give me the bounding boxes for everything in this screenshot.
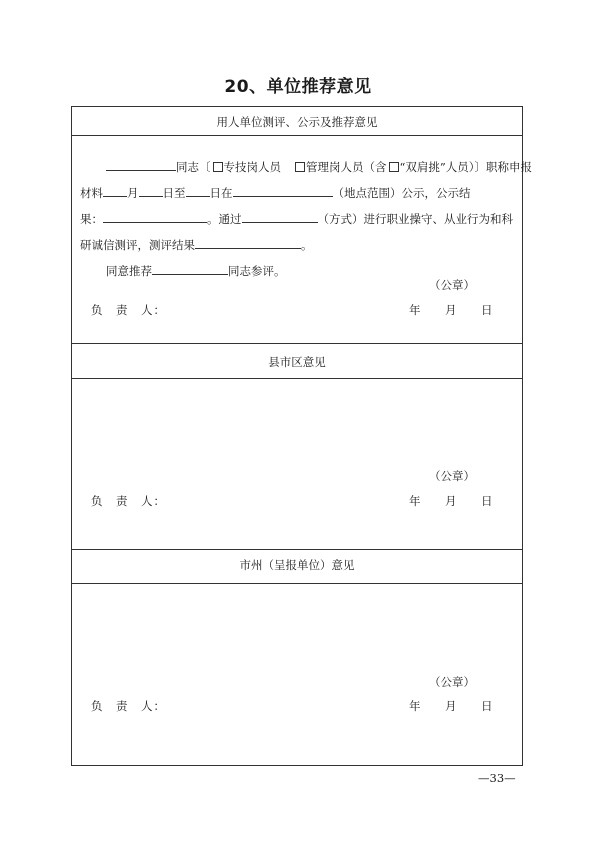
text: 材料 — [80, 186, 103, 200]
signature-label: 负 责 人： — [91, 699, 166, 713]
month-label: 月 — [445, 303, 457, 317]
seal-label: （公章） — [429, 469, 475, 483]
day-label: 日 — [481, 699, 493, 713]
form-line-1 — [80, 159, 533, 174]
checkbox-management[interactable] — [295, 162, 305, 172]
page-number: —33— — [478, 771, 516, 785]
checkbox-professional[interactable] — [213, 162, 223, 172]
text: 同志参评。 — [228, 264, 286, 278]
location-blank[interactable] — [233, 185, 333, 197]
publicity-result-blank[interactable] — [103, 211, 207, 223]
evaluation-result-blank[interactable] — [195, 237, 301, 249]
divider — [72, 378, 522, 379]
text: 日在 — [209, 186, 233, 200]
seal-label: （公章） — [429, 675, 475, 689]
text: 月 — [127, 186, 139, 200]
text: 同意推荐 — [106, 264, 152, 278]
day-end-blank[interactable] — [186, 185, 210, 197]
signature-label: 负 责 人： — [91, 494, 166, 508]
day-start-blank[interactable] — [139, 185, 163, 197]
text: 果： — [80, 212, 103, 226]
day-label: 日 — [481, 303, 493, 317]
divider — [72, 135, 522, 136]
section-header-prefecture: 市州（呈报单位）意见 — [239, 558, 355, 572]
year-label: 年 — [409, 699, 421, 713]
section-header-county: 县市区意见 — [268, 355, 326, 369]
year-label: 年 — [409, 494, 421, 508]
recommendation-form — [71, 106, 533, 766]
name-blank[interactable] — [106, 159, 176, 171]
section-header-unit-evaluation: 用人单位测评、公示及推荐意见 — [216, 115, 378, 129]
form-line-2 — [80, 185, 514, 200]
month-start-blank[interactable] — [103, 185, 127, 197]
divider — [72, 549, 522, 550]
signature-label: 负 责 人： — [91, 303, 166, 317]
option-management: 管理岗人员（含 — [306, 160, 387, 174]
day-label: 日 — [481, 494, 493, 508]
text: （方式）进行职业操守、从业行为和科 — [317, 212, 513, 226]
year-label: 年 — [409, 303, 421, 317]
text: 研诚信测评，测评结果 — [80, 238, 195, 252]
method-blank[interactable] — [242, 211, 318, 223]
text: 。通过 — [207, 212, 242, 226]
checkbox-dual-role[interactable] — [389, 162, 399, 172]
text: 同志〔 — [176, 160, 211, 174]
text: 日至 — [162, 186, 186, 200]
option-professional: 专技岗人员 — [223, 160, 281, 174]
seal-label: （公章） — [429, 278, 475, 292]
form-line-3 — [80, 211, 514, 226]
text: （地点范围）公示，公示结 — [332, 186, 471, 200]
month-label: 月 — [445, 494, 457, 508]
page-title: 20、单位推荐意见 — [224, 77, 372, 97]
option-dual-role: “双肩挑”人员）〕职称申报 — [399, 160, 533, 174]
recommend-name-blank[interactable] — [152, 263, 228, 275]
form-line-4 — [80, 237, 514, 252]
month-label: 月 — [445, 699, 457, 713]
form-line-5 — [80, 263, 514, 278]
divider — [72, 343, 522, 344]
divider — [72, 583, 522, 584]
text: 。 — [301, 238, 313, 252]
